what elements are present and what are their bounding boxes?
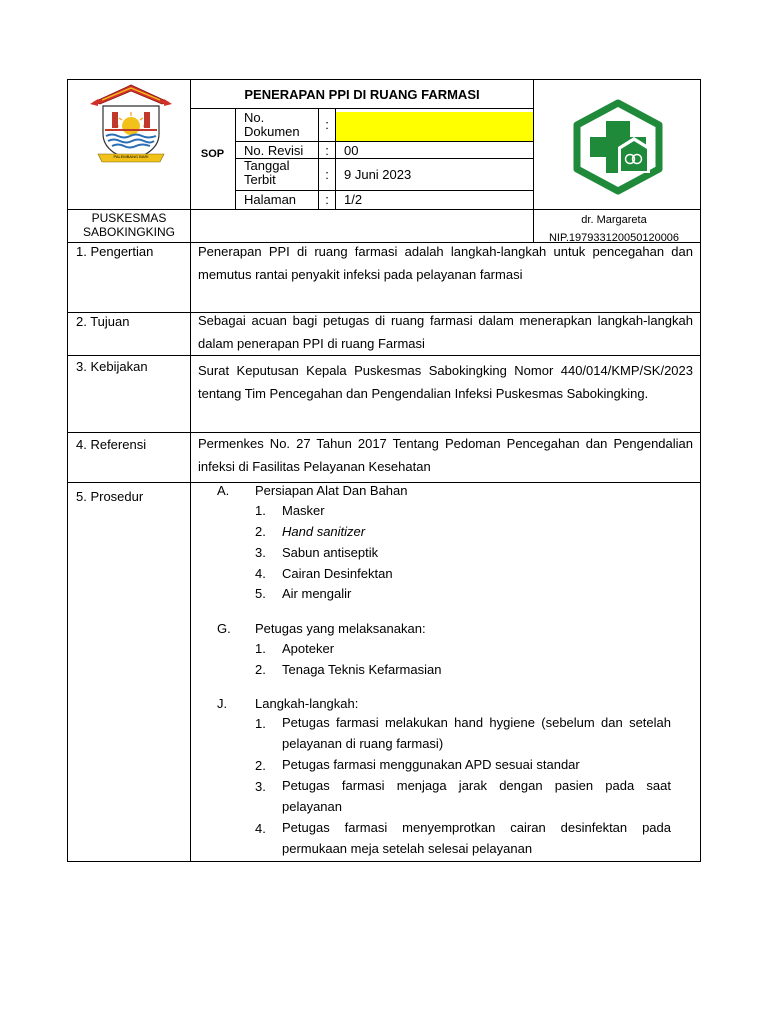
tanggal-terbit-label: Tanggal Terbit <box>244 158 290 187</box>
group-title: Langkah-langkah: <box>255 696 359 711</box>
list-item: Masker <box>282 503 325 518</box>
signer-name: dr. Margareta <box>581 214 647 226</box>
title-divider <box>190 108 534 109</box>
signer-nip: NIP.197933120050120006 <box>548 232 680 244</box>
sop-document <box>67 79 701 862</box>
group-title: Petugas yang melaksanakan: <box>255 621 426 636</box>
section-text-kebijakan: Surat Keputusan Kepala Puskesmas Sabokingking Nomor 440/014/KMP/SK/2023 tentang Tim Pencegahan dan Pengendalian Infeksi Puskesmas Sabokingking. <box>198 363 693 401</box>
tanggal-terbit-value: 9 Juni 2023 <box>344 167 412 182</box>
puskesmas-cross-icon <box>563 97 673 197</box>
list-item: Sabun antiseptik <box>282 545 379 560</box>
list-item-number: 2. <box>255 758 266 773</box>
section-text-referensi: Permenkes No. 27 Tahun 2017 Tentang Pedoman Pencegahan dan Pengendalian infeksi di Fasilitas Pelayanan Kesehatan <box>198 436 693 474</box>
list-item-number: 4. <box>255 566 266 581</box>
section-label-pengertian: 1. Pengertian <box>76 244 154 259</box>
section-text-pengertian: Penerapan PPI di ruang farmasi adalah langkah-langkah untuk pencegahan dan memutus rantai penyakit infeksi pada pelayanan farmasi <box>198 244 693 282</box>
list-item: Petugas farmasi menjaga jarak dengan pasien pada saat pelayanan <box>282 778 671 814</box>
list-item: Petugas farmasi melakukan hand hygiene (sebelum dan setelah pelayanan di ruang farmasi) <box>282 715 671 751</box>
org-name <box>68 211 190 239</box>
no-revisi-label: No. Revisi <box>244 143 304 158</box>
list-item-number: 1. <box>255 503 266 518</box>
list-item-number: 1. <box>255 641 266 656</box>
sop-label: SOP <box>200 148 225 160</box>
no-revisi-value: 00 <box>344 143 359 158</box>
no-dokumen-value <box>336 112 533 141</box>
puskesmas-logo <box>563 97 673 197</box>
list-item: Tenaga Teknis Kefarmasian <box>282 662 442 677</box>
list-item: Apoteker <box>282 641 335 656</box>
halaman-colon: : <box>325 192 329 207</box>
group-letter: G. <box>217 621 231 636</box>
no-dokumen-colon: : <box>325 117 329 132</box>
list-item-number: 3. <box>255 779 266 794</box>
list-item-number: 5. <box>255 586 266 601</box>
section-text-tujuan: Sebagai acuan bagi petugas di ruang farmasi dalam menerapkan langkah-langkah dalam penerapan PPI di ruang Farmasi <box>198 313 693 351</box>
halaman-value: 1/2 <box>344 192 363 207</box>
city-logo <box>88 82 174 166</box>
section-label-prosedur: 5. Prosedur <box>76 489 144 504</box>
list-item-number: 4. <box>255 821 266 836</box>
list-item: Cairan Desinfektan <box>282 566 393 581</box>
group-title: Persiapan Alat Dan Bahan <box>255 483 408 498</box>
page-title: PENERAPAN PPI DI RUANG FARMASI <box>244 87 480 102</box>
section-label-kebijakan: 3. Kebijakan <box>76 359 148 374</box>
list-item: Hand sanitizer <box>282 524 366 539</box>
list-item: Petugas farmasi menggunakan APD sesuai standar <box>282 757 580 772</box>
list-item-number: 3. <box>255 545 266 560</box>
list-item-number: 1. <box>255 716 266 731</box>
org-name-line1: PUSKESMAS <box>91 211 167 225</box>
halaman-label: Halaman <box>244 192 297 207</box>
list-item-number: 2. <box>255 524 266 539</box>
tanggal-terbit-colon: : <box>325 167 329 182</box>
section-label-referensi: 4. Referensi <box>76 437 147 452</box>
group-letter: J. <box>217 696 228 711</box>
section-divider <box>68 355 701 356</box>
no-dokumen-label: No. Dokumen <box>244 110 300 139</box>
no-revisi-colon: : <box>325 143 329 158</box>
list-item-number: 2. <box>255 662 266 677</box>
list-item: Petugas farmasi menyemprotkan cairan desinfektan pada permukaan meja setelah selesai pelayanan <box>282 820 671 856</box>
header-divider <box>68 209 701 210</box>
section-label-tujuan: 2. Tujuan <box>76 314 130 329</box>
org-name-line2: SABOKINGKING <box>82 225 176 239</box>
list-item: Air mengalir <box>282 586 352 601</box>
logo-caption: PALEMBANG BARI <box>113 154 149 159</box>
group-letter: A. <box>217 483 230 498</box>
